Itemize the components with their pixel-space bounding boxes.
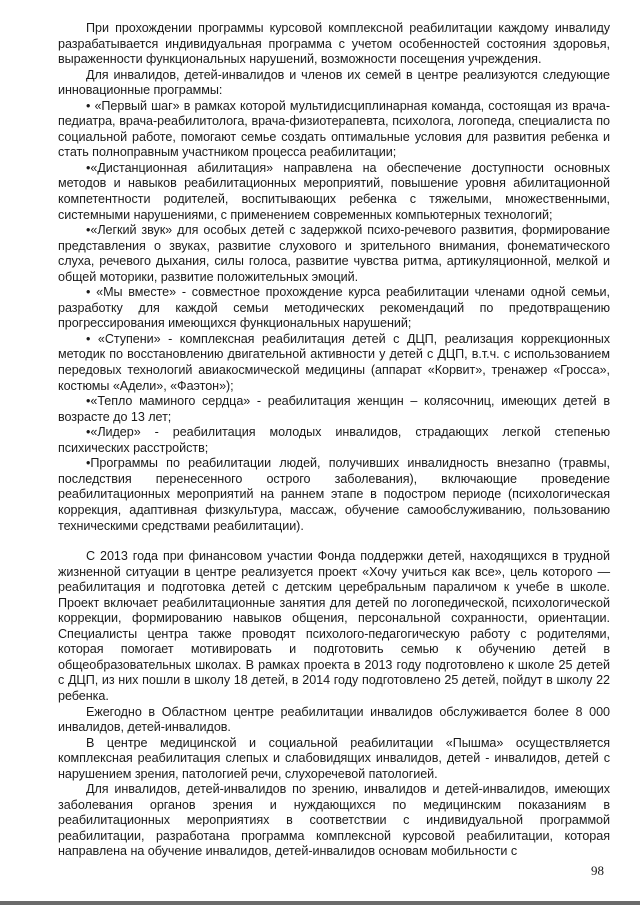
paragraph-spacer (58, 534, 610, 549)
scan-bottom-edge (0, 901, 640, 905)
paragraph-pyshma-center: В центре медицинской и социальной реабилитации «Пышма» осуществляется комплексная реабилитация слепых и слабовидящих инвалидов, детей - инвалидов, детей с нарушением зрения, патологией речи, слухоречевой патологией. (58, 735, 610, 781)
list-item-first-step: • «Первый шаг» в рамках которой мультидисциплинарная команда, состоящая из врача-педиатра, врача-реабилитолога, врача-физиотерапевта, психолога, логопеда, специалиста по социальной работе, помогают семье создать оптимальные условия для развития ребенка и стать полноправным участником процесса реабилитации; (58, 98, 610, 160)
list-item-steps: • «Ступени» - комплексная реабилитация детей с ДЦП, реализация коррекционных методик по восстановлению двигательной активности у детей с ДЦП, в.т.ч. с использованием передовых технологий авиакосмической медицины (аппарат «Корвит», тренажер «Гросса», костюмы «Адели», «Фаэтон»); (58, 331, 610, 393)
list-item-distance-habilitation: •«Дистанционная абилитация» направлена на обеспечение доступности основных методов и навыков реабилитационных мероприятий, повышение уровня абилитационной компетентности родителей, воспитывающих ребенка с тяжелыми, множественными, системными нарушениями, с применением современных компьютерных технологий; (58, 160, 610, 222)
list-item-we-together: • «Мы вместе» - совместное прохождение курса реабилитации членами одной семьи, разработку для каждой семьи методических рекомендаций по предотвращению прогрессирования имеющихся функциональных нарушений; (58, 285, 610, 331)
list-item-leader: •«Лидер» - реабилитация молодых инвалидов, страдающих легкой степенью психических расстройств; (58, 425, 610, 455)
paragraph-project-want-to-study: С 2013 года при финансовом участии Фонда поддержки детей, находящихся в трудной жизненной ситуации в центре реализуется проект «Хочу учиться как все», цель которого — реабилитация и подготовка детей с детским церебральным параличом к учебе в школе. Проект включает реабилитационные занятия для детей по логопедической, психологической коррекции, формированию навыков общения, персональной сохранности, ориентации. Специалисты центра также проводят психолого-педагогическую работу с родителями, которая помогает мотивировать и подготовить семью к обучению детей в общеобразовательных школах. В рамках проекта в 2013 году подготовлено к школе 25 детей с ДЦП, из них пошли в школу 18 детей, в 2014 году подготовлено 25 детей, пойдут в школу 22 ребенка. (58, 549, 610, 703)
page-number: 98 (591, 863, 604, 878)
list-item-light-sound: •«Легкий звук» для особых детей с задержкой психо-речевого развития, формирование представления о звуках, развитие слухового и зрительного внимания, фонематического слуха, речевого дыхания, силы голоса, развитие чувства ритма, артикуляционной, мелкой и общей моторики, развитие положительных эмоций. (58, 223, 610, 284)
paragraph-vision-program: Для инвалидов, детей-инвалидов по зрению, инвалидов и детей-инвалидов, имеющих заболевания органов зрения и нуждающихся по медицинским показаниям в реабилитационных мероприятиях в соответствии с индивидуальной программой реабилитации, разработана программа комплексной курсовой реабилитации, которая направлена на обучение инвалидов, детей-инвалидов основам мобильности с (58, 782, 610, 859)
list-item-sudden-disability-programs: •Программы по реабилитации людей, получивших инвалидность внезапно (травмы, последствия перенесенного острого заболевания), включающие проведение реабилитационных мероприятий на раннем этапе в подостром периоде (психологическая коррекция, адаптивная физкультура, массаж, обучение самообслуживанию, пользованию техническими средствами реабилитации). (58, 456, 610, 533)
list-item-mothers-heart: •«Тепло маминого сердца» - реабилитация женщин – колясочниц, имеющих детей в возрасте до 13 лет; (58, 394, 610, 424)
paragraph-innovative-programs-intro: Для инвалидов, детей-инвалидов и членов их семей в центре реализуются следующие инновационные программы: (58, 67, 610, 98)
paragraph-annual-service: Ежегодно в Областном центре реабилитации инвалидов обслуживается более 8 000 инвалидов, детей-инвалидов. (58, 704, 610, 735)
paragraph-individual-program: При прохождении программы курсовой комплексной реабилитации каждому инвалиду разрабатывается индивидуальная программа с учетом особенностей состояния здоровья, выраженности функциональных нарушений, возможности посещения учреждения. (58, 21, 610, 67)
